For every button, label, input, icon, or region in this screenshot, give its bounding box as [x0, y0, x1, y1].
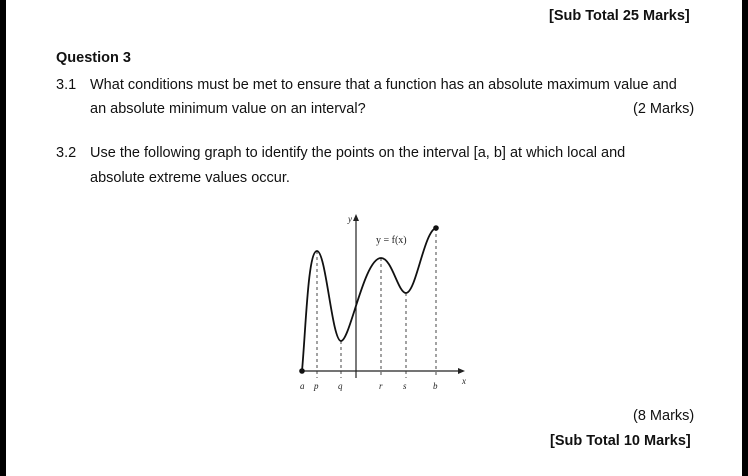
tick-label-p: p — [314, 381, 319, 391]
question-3-1-marks: (2 Marks) — [633, 101, 695, 117]
tick-label-r: r — [379, 381, 383, 391]
tick-label-q: q — [338, 381, 343, 391]
question-3-2-number: 3.2 — [56, 145, 77, 161]
tick-label-b: b — [433, 381, 438, 391]
question-title: Question 3 — [56, 50, 131, 66]
endpoint-a — [299, 368, 305, 374]
function-label: y = f(x) — [376, 235, 407, 246]
function-graph — [292, 206, 472, 396]
x-axis-arrow — [458, 368, 465, 374]
question-3-1-line1: What conditions must be met to ensure that a function has an absolute maximum value and — [90, 77, 677, 93]
question-3-2-marks: (8 Marks) — [633, 408, 695, 424]
y-axis-label: y — [348, 214, 352, 224]
tick-label-s: s — [403, 381, 407, 391]
subtotal-bottom: [Sub Total 10 Marks] — [550, 433, 691, 449]
function-curve — [302, 228, 436, 371]
question-3-2-line1: Use the following graph to identify the points on the interval [a, b] at which local and — [90, 145, 626, 161]
question-3-2-line2: absolute extreme values occur. — [90, 170, 290, 186]
question-3-1-line2: an absolute minimum value on an interval? — [90, 101, 366, 117]
subtotal-top: [Sub Total 25 Marks] — [549, 8, 690, 24]
y-axis-arrow — [353, 214, 359, 221]
question-3-1-number: 3.1 — [56, 77, 77, 93]
tick-label-a: a — [300, 381, 305, 391]
x-axis-label: x — [462, 376, 466, 386]
endpoint-b — [433, 225, 439, 231]
document-page — [6, 0, 742, 476]
